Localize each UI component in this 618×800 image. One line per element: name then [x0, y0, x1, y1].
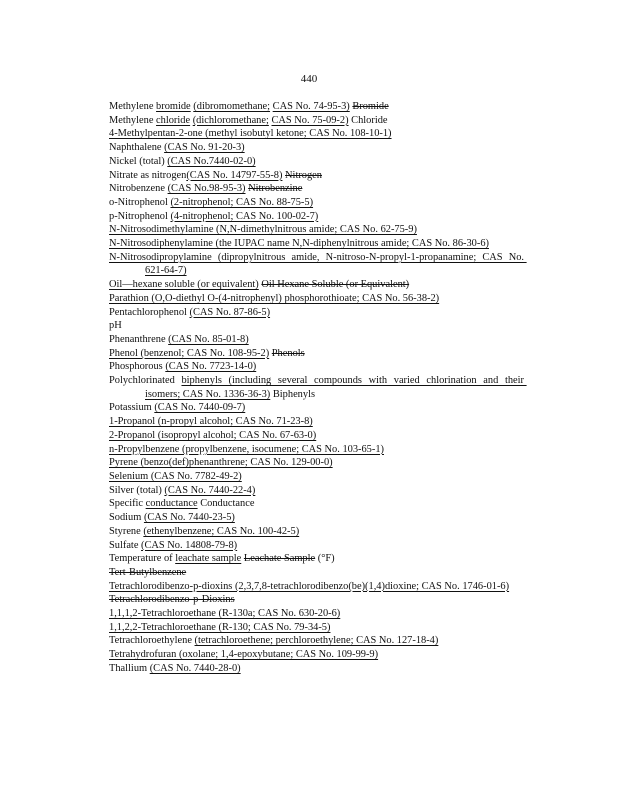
inserted-text: biphenyls (including several compounds with varied chlorination and their isomers; CAS No. 1336-36-3) — [145, 375, 527, 400]
entry-text: Phosphorous — [109, 361, 163, 373]
list-item — [109, 210, 524, 224]
list-item — [109, 552, 524, 566]
deleted-text: Oil Hexane Soluble (or Equivalent) — [261, 279, 410, 291]
inserted-text: (CAS No.98-95-3) — [167, 183, 246, 195]
list-item — [109, 607, 524, 621]
list-item — [109, 429, 524, 443]
inserted-text: (CAS No. 14808-79-8) — [141, 539, 238, 551]
list-item — [109, 360, 524, 374]
entry-text: Phenanthrene — [109, 333, 169, 345]
inserted-text: (CAS No. 87-86-5) — [189, 306, 271, 318]
list-item — [109, 114, 524, 128]
deleted-text: Tetrachlorodibenzo-p-Dioxins — [109, 594, 235, 606]
entry-text: Pentachlorophenol — [109, 306, 190, 318]
inserted-text: 4-Methylpentan-2-one (methyl isobutyl ketone; CAS No. 108-10-1) — [109, 128, 392, 140]
inserted-text: 1-Propanol (n-propyl alcohol; CAS No. 71-23-8) — [109, 416, 313, 428]
entry-text: Polychlorinated — [109, 375, 182, 387]
list-item — [109, 100, 524, 114]
list-item — [109, 566, 524, 580]
list-item — [109, 306, 524, 320]
analyte-list — [109, 100, 527, 676]
inserted-text: N-Nitrosodiphenylamine (the IUPAC name N,N-diphenylnitrous amide; CAS No. 86-30-6) — [109, 238, 489, 250]
deleted-text: Tert-Butylbenzene — [109, 566, 187, 578]
inserted-text: (2-nitrophenol; CAS No. 88-75-5) — [170, 196, 314, 208]
inserted-text: Pyrene (benzo(def)phenanthrene; CAS No. 129-00-0) — [109, 457, 333, 469]
inserted-text: Selenium (CAS No. 7782-49-2) — [109, 470, 242, 482]
inserted-text: (tetrachloroethene; perchloroethylene; CAS No. 127-18-4) — [194, 635, 439, 647]
entry-text: p-Nitrophenol — [109, 210, 171, 222]
list-item — [109, 621, 524, 635]
entry-text: Sulfate — [109, 539, 142, 551]
entry-text: Tetrachloroethylene — [109, 635, 195, 647]
entry-text: Thallium — [109, 662, 150, 674]
inserted-text: (CAS No.7440-02-0) — [167, 155, 256, 167]
inserted-text: (CAS No. 85-01-8) — [168, 333, 249, 345]
inserted-text: (dichloromethane; — [192, 114, 269, 126]
entry-text: (°F) — [315, 553, 335, 565]
inserted-text: N-Nitrosodimethylamine (N,N-dimethylnitrous amide; CAS No. 62-75-9) — [109, 224, 417, 236]
inserted-text: (4-nitrophenol; CAS No. 100-02-7) — [170, 210, 319, 222]
inserted-text: (CAS No. 7440-22-4) — [164, 484, 256, 496]
inserted-text: Tetrahydrofuran (oxolane; 1,4-epoxybutane; CAS No. 109-99-9) — [109, 649, 379, 661]
list-item — [109, 497, 524, 511]
list-item — [109, 278, 524, 292]
inserted-text: CAS No. 74-95-3) — [272, 101, 350, 112]
page-number: 440 — [300, 73, 318, 85]
list-item — [109, 374, 527, 401]
list-item — [109, 319, 524, 333]
list-item — [109, 223, 524, 237]
list-item — [109, 251, 527, 278]
entry-text: Temperature of — [109, 553, 176, 565]
entry-text: Sodium — [109, 512, 144, 524]
inserted-text: 1,1,1,2-Tetrachloroethane (R-130a; CAS No. 630-20-6) — [109, 608, 341, 620]
deleted-text: Bromide — [352, 101, 389, 112]
list-item — [109, 237, 524, 251]
list-item — [109, 155, 524, 169]
inserted-text: (CAS No. 7723-14-0) — [165, 361, 257, 373]
entry-text: Nickel (total) — [109, 155, 168, 167]
inserted-text: N-Nitrosodipropylamine (dipropylnitrous amide, N-nitroso-N-propyl-1-propanamine; CAS No. 621-64-7) — [109, 251, 527, 277]
inserted-text: Phenol (benzenol; CAS No. 108-95-2) — [109, 347, 270, 359]
list-item — [109, 525, 524, 539]
list-item — [109, 484, 524, 498]
list-item — [109, 443, 524, 457]
inserted-text: Parathion (O,O-diethyl O-(4-nitrophenyl) phosphorothioate; CAS No. 56-38-2) — [109, 292, 440, 304]
deleted-text: Nitrogen — [285, 169, 322, 181]
list-item — [109, 580, 524, 594]
list-item — [109, 333, 524, 347]
inserted-text: (CAS No. 7440-09-7) — [154, 402, 246, 414]
inserted-text: 2-Propanol (isopropyl alcohol; CAS No. 67-63-0) — [109, 429, 317, 441]
inserted-text: n-Propylbenzene (propylbenzene, isocumene; CAS No. 103-65-1) — [109, 443, 384, 455]
entry-text: Methylene — [109, 114, 157, 126]
list-item — [109, 182, 524, 196]
list-item — [109, 292, 524, 306]
list-item — [109, 634, 524, 648]
list-item — [109, 539, 524, 553]
entry-text: o-Nitrophenol — [109, 196, 171, 208]
inserted-text: (CAS No. 7440-23-5) — [143, 512, 235, 524]
inserted-text: CAS No. 75-09-2) — [271, 114, 349, 126]
deleted-text: Leachate Sample — [243, 553, 316, 565]
list-item — [109, 415, 524, 429]
entry-text: pH — [109, 320, 122, 332]
deleted-text: Nitrobenzine — [248, 183, 303, 195]
inserted-text: (CAS No. 91-20-3) — [164, 142, 245, 154]
list-item — [109, 648, 524, 662]
entry-text: Potassium — [109, 402, 155, 414]
list-item — [109, 169, 524, 183]
inserted-text: Oil—hexane soluble (or equivalent) — [109, 279, 259, 291]
list-item — [109, 401, 524, 415]
entry-text: Naphthalene — [109, 142, 165, 154]
list-item — [109, 593, 524, 607]
list-item — [109, 470, 524, 484]
entry-text: Nitrobenzene — [109, 183, 168, 195]
inserted-text: leachate sample — [175, 553, 242, 565]
inserted-text: (CAS No. 14797-55-8) — [186, 169, 283, 181]
inserted-text: (CAS No. 7440-28-0) — [149, 662, 241, 674]
entry-text: Conductance — [197, 498, 255, 510]
inserted-text: (dibromomethane; — [193, 101, 271, 112]
entry-text: Chloride — [348, 114, 388, 126]
list-item — [109, 511, 524, 525]
entry-text: Silver (total) — [109, 484, 165, 496]
inserted-text: conductance — [145, 498, 198, 510]
list-item — [109, 196, 524, 210]
inserted-text: bromide — [156, 101, 191, 112]
inserted-text: 1,1,2,2-Tetrachloroethane (R-130; CAS No. 79-34-5) — [109, 621, 331, 633]
inserted-text: (ethenylbenzene; CAS No. 100-42-5) — [143, 525, 300, 537]
deleted-text: Phenols — [271, 347, 305, 359]
entry-text: Specific — [109, 498, 146, 510]
entry-text: Methylene — [109, 101, 157, 112]
list-item — [109, 347, 524, 361]
inserted-text: chloride — [156, 114, 191, 126]
list-item — [109, 141, 524, 155]
inserted-text: Tetrachlorodibenzo-p-dioxins (2,3,7,8-tetrachlorodibenzo(be)(1,4)dioxine; CAS No. 1746-01-6) — [109, 580, 510, 592]
list-item — [109, 127, 524, 141]
list-item — [109, 662, 524, 676]
list-item — [109, 456, 524, 470]
entry-text: Biphenyls — [270, 388, 316, 400]
entry-text: Nitrate as nitrogen — [109, 169, 187, 181]
entry-text: Styrene — [109, 525, 144, 537]
